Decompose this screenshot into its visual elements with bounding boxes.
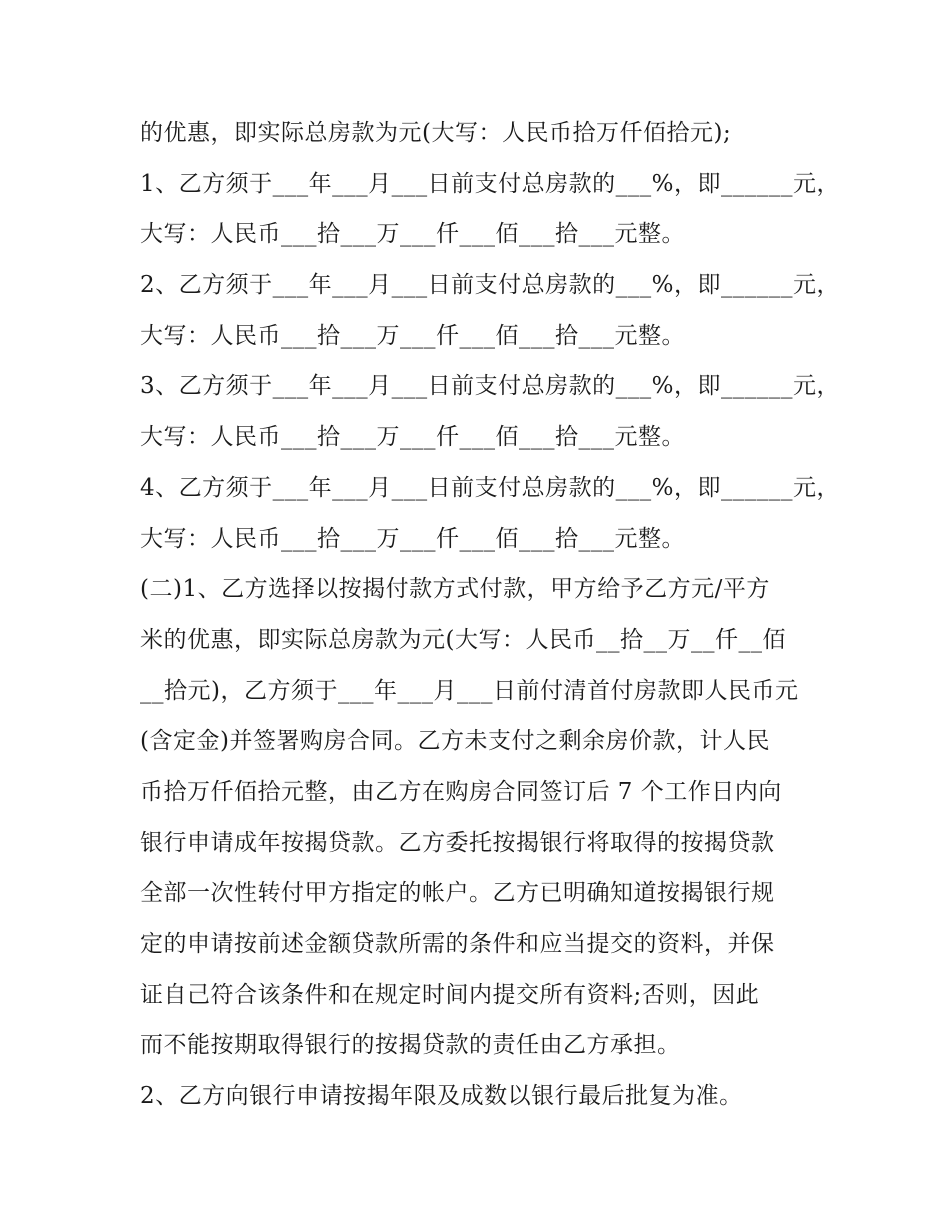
text-line: 2、乙方须于___年___月___日前支付总房款的___%，即______元， — [140, 272, 840, 299]
text-line: 大写：人民币___拾___万___仟___佰___拾___元整。 — [140, 322, 685, 349]
text-line: 2、乙方向银行申请按揭年限及成数以银行最后批复为准。 — [140, 1083, 743, 1110]
text-line: 3、乙方须于___年___月___日前支付总房款的___%，即______元， — [140, 373, 840, 400]
text-line: 银行申请成年按揭贷款。乙方委托按揭银行将取得的按揭贷款 — [140, 829, 775, 856]
text-line: 大写：人民币___拾___万___仟___佰___拾___元整。 — [140, 424, 685, 451]
text-line: 定的申请按前述金额贷款所需的条件和应当提交的资料，并保 — [140, 931, 775, 957]
text-line: 币拾万仟佰拾元整，由乙方在购房合同签订后 7 个工作日内向 — [140, 778, 782, 805]
text-line: (二)1、乙方选择以按揭付款方式付款，甲方给予乙方元/平方 — [140, 576, 770, 603]
text-line: __拾元)，乙方须于___年___月___日前付清首付房款即人民币元 — [140, 677, 799, 704]
text-line: 1、乙方须于___年___月___日前支付总房款的___%，即______元， — [140, 170, 840, 197]
text-line: 证自己符合该条件和在规定时间内提交所有资料;否则，因此 — [140, 981, 760, 1008]
text-line: 米的优惠，即实际总房款为元(大写：人民币__拾__万__仟__佰 — [140, 626, 786, 653]
text-line: 而不能按期取得银行的按揭贷款的责任由乙方承担。 — [140, 1032, 681, 1059]
text-line: (含定金)并签署购房合同。乙方未支付之剩余房价款，计人民 — [140, 728, 770, 755]
text-line: 4、乙方须于___年___月___日前支付总房款的___%，即______元， — [140, 474, 840, 501]
text-line: 大写：人民币___拾___万___仟___佰___拾___元整。 — [140, 221, 685, 248]
text-line: 全部一次性转付甲方指定的帐户。乙方已明确知道按揭银行规 — [140, 880, 775, 907]
text-line: 大写：人民币___拾___万___仟___佰___拾___元整。 — [140, 525, 685, 552]
text-line: 的优惠，即实际总房款为元(大写：人民币拾万仟佰拾元); — [140, 120, 732, 146]
contract-text — [140, 108, 840, 1122]
